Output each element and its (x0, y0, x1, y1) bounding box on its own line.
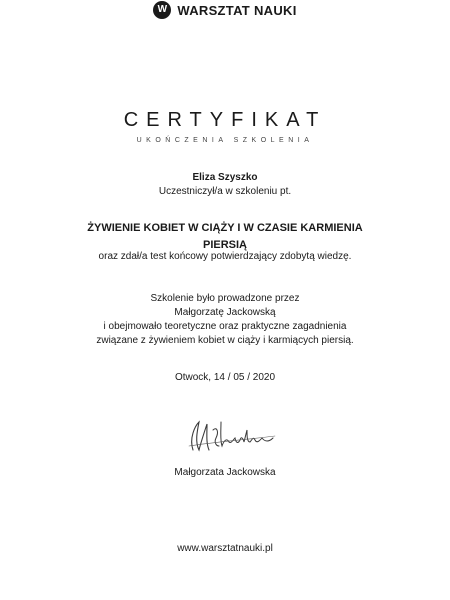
participant-name: Eliza Szyszko (192, 172, 258, 183)
test-text: oraz zdał/a test końcowy potwierdzający zdobytą wiedzę. (98, 251, 352, 262)
conducted-by-text: Szkolenie było prowadzone przez (150, 293, 300, 304)
brand-name: WARSZTAT NAUKI (177, 2, 297, 18)
course-title-line-2: PIERSIĄ (202, 239, 247, 251)
scope-line-1: i obejmowało teoretyczne oraz praktyczne zagadnienia (103, 321, 347, 332)
signature-image (183, 416, 279, 456)
website-link[interactable]: www.warsztatnauki.pl (177, 543, 273, 554)
instructor-name: Małgorzatę Jackowską (174, 307, 276, 318)
place-date: Otwock, 14 / 05 / 2020 (174, 372, 276, 383)
brand-header (0, 0, 450, 20)
scope-line-2: związane z żywieniem kobiet w ciąży i karmiących piersią. (96, 335, 354, 346)
course-title-line-1: ŻYWIENIE KOBIET W CIĄŻY I W CZASIE KARMIENIA (87, 222, 363, 234)
course-title (0, 220, 450, 254)
warsztat-nauki-logo-icon: W (153, 1, 171, 19)
signatory-name: Małgorzata Jackowska (174, 467, 276, 478)
certificate-subtitle: UKOŃCZENIA SZKOLENIA (136, 137, 314, 144)
participation-text: Uczestniczył/a w szkoleniu pt. (158, 186, 292, 197)
certificate-title: CERTYFIKAT (123, 109, 327, 131)
